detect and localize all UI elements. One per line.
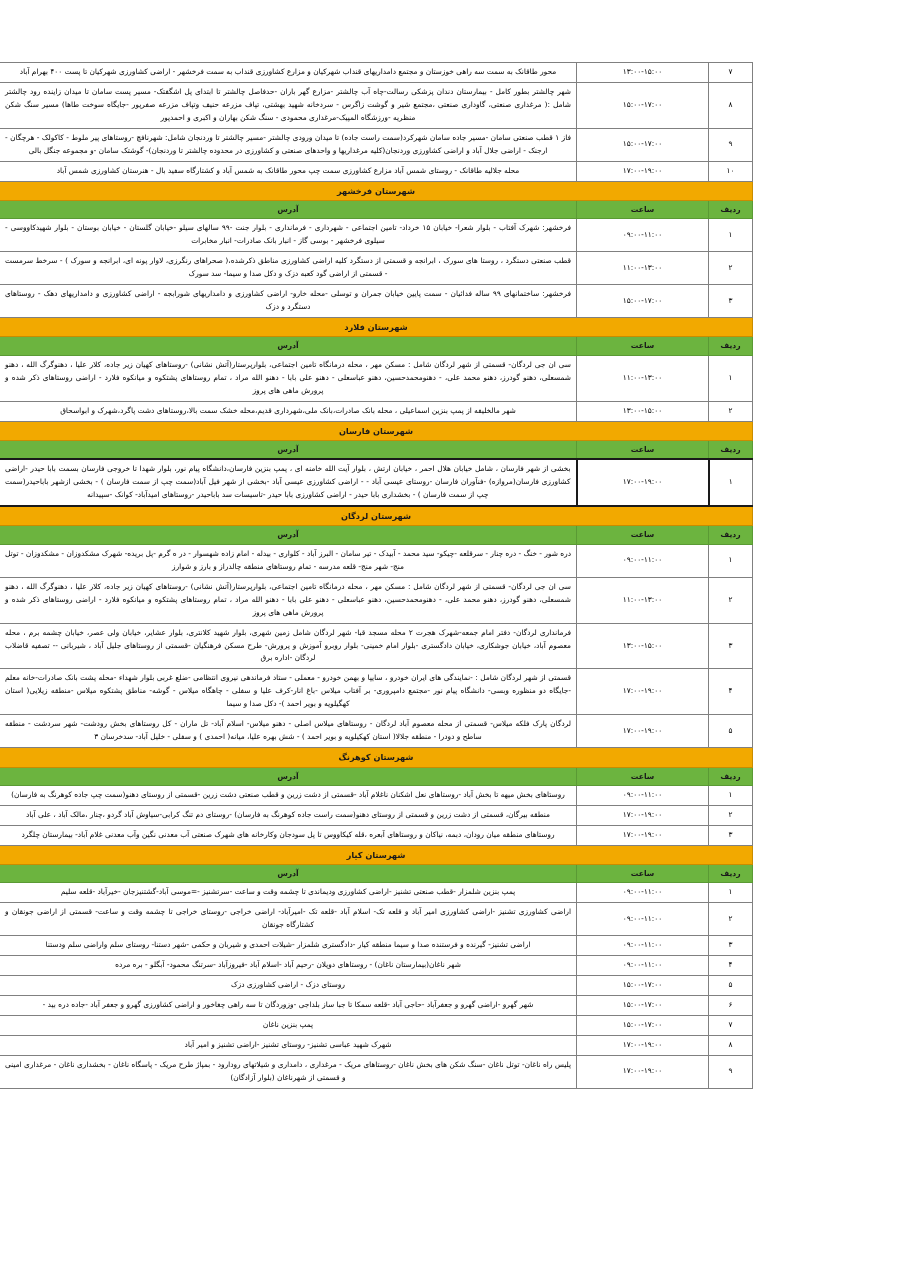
column-header-address: آدرس bbox=[0, 767, 577, 785]
table-body bbox=[0, 63, 753, 1089]
outage-time-cell: ۱۵:۰۰-۱۷:۰۰ bbox=[577, 128, 709, 161]
outage-time-cell: ۱۷:۰۰-۱۹:۰۰ bbox=[577, 1036, 709, 1056]
table-row bbox=[0, 459, 753, 506]
row-index-cell: ۳ bbox=[709, 825, 753, 845]
outage-time-cell: ۱۱:۰۰-۱۳:۰۰ bbox=[577, 252, 709, 285]
row-index-cell: ۲ bbox=[709, 903, 753, 936]
outage-time-cell: ۰۹:۰۰-۱۱:۰۰ bbox=[577, 903, 709, 936]
county-title: شهرستان کیار bbox=[0, 845, 753, 864]
table-row bbox=[0, 128, 753, 161]
row-index-cell: ۲ bbox=[709, 577, 753, 623]
outage-time-cell: ۰۹:۰۰-۱۱:۰۰ bbox=[577, 785, 709, 805]
outage-address-cell: شهر چالشتر بطور کامل - بیمارستان دندان پزشکی رسالت-چاه آب چالشتر -مزارع گهر باران -حدفاصل چالشتر تا ابتدای پل اشگفتک- مسیر پست سامان تا میدان زاینده رود چالشتر شامل :( مرغداری صنعتی، گاوداری صنعتی ،مجتمع شیر و گوشت زاگرس - سردخانه شهید بهشتی، تپاف مزرعه حنیف وتپاف مزرعه صفرپور -جایگاه سوخت طاها) مسیر سنگ شکن منظریه -ورزشگاه المپیک-مرغداری محمودی - سنگ شکن بهاران و اکبری و احمدپور bbox=[0, 82, 577, 128]
row-index-cell: ۹ bbox=[709, 1056, 753, 1089]
outage-time-cell: ۱۷:۰۰-۱۹:۰۰ bbox=[577, 459, 709, 506]
column-header-row bbox=[0, 200, 753, 218]
table-row bbox=[0, 936, 753, 956]
column-header-time: ساعت bbox=[577, 440, 709, 459]
outage-address-cell: پمپ بنزین شلمزار -قطب صنعتی تشنیز -اراضی کشاورزی ودیماندی تا چشمه وقت و ساعت -سرتشنیز -=موسی آباد-گشتنیزجان -خیرآباد -قلعه سلیم bbox=[0, 883, 577, 903]
outage-schedule-table bbox=[0, 62, 753, 1089]
outage-address-cell: بخشی از شهر فارسان ، شامل خیابان هلال احمر ، خیابان ارتش ، بلوار آیت الله خامنه ای ، پمپ بنزین فارسان،دانشگاه پیام نور، بلوار شهدا تا خروجی فارسان بسمت بابا حیدر -اراضی کشاورزی فارسان(مروازه) -فنآوران فارسان -روستای عیسی آباد - - اراضی کشاورزی عیسی آباد -بخشی از شهر فیل آباد(سمت چپ از سمت فارسان ) - بخشی ازشهر باباحیدر(سمت چپ از سمت فارسان ) - بخشداری بابا حیدر - اراضی کشاورزی بابا حیدر -تاسیسات سد باباحیدر -روستاهای امیدآباد- کوانک -سپیدانه bbox=[0, 459, 577, 506]
outage-address-cell: روستاهای بخش میهه تا بخش آباد -روستاهای نعل اشکنان ناغلام آباد -قسمتی از دشت زرین و قطب صنعتی دشت زرین -قسمتی از روستای دهنو(سمت چپ جاده کوهرنگ به فارسان) bbox=[0, 785, 577, 805]
county-banner-row bbox=[0, 506, 753, 526]
outage-address-cell: شهر ناغان(بیمارستان ناغان) - روستاهای دوپلان -رحیم آباد -اسلام آباد -فیروزآباد -سرتنگ محمود- آبگلو - بره مرده bbox=[0, 956, 577, 976]
row-index-cell: ۲ bbox=[709, 805, 753, 825]
outage-time-cell: ۰۹:۰۰-۱۱:۰۰ bbox=[577, 544, 709, 577]
column-header-row bbox=[0, 526, 753, 544]
table-row bbox=[0, 715, 753, 748]
table-row bbox=[0, 825, 753, 845]
row-index-cell: ۱ bbox=[709, 785, 753, 805]
outage-time-cell: ۱۵:۰۰-۱۷:۰۰ bbox=[577, 976, 709, 996]
row-index-cell: ۱ bbox=[709, 459, 753, 506]
table-row bbox=[0, 903, 753, 936]
table-row bbox=[0, 401, 753, 421]
outage-time-cell: ۱۵:۰۰-۱۷:۰۰ bbox=[577, 1016, 709, 1036]
row-index-cell: ۳ bbox=[709, 623, 753, 669]
row-index-cell: ۹ bbox=[709, 128, 753, 161]
outage-address-cell: فرخشهر: شهرک آفتاب - بلوار شعرا- خیابان ۱۵ خرداد- تامین اجتماعی - شهرداری - فرمانداری - بلوار جنت -۹۹ سالهای سیلو -خیابان گلستان - خیابان بوستان - بلوار شهیدکاووسی - سیلوی فرخشهر - بوسی گاز - انبار بانک صادرات- انبار مخابرات bbox=[0, 219, 577, 252]
table-row bbox=[0, 883, 753, 903]
outage-address-cell: قسمتی از شهر لردگان شامل : -نمایندگی های ایران خودرو ، سایپا و بهمن خودرو - معملی - ستاد فرماندهی نیروی انتظامی -ضلع غربی بلوار شهداء -محله پشت بانک صادرات-خانه معلم -جایگاه دو منظوره وبسی- دانشگاه پیام نور -مجتمع دامپروری- بر آفتاب میلاس -باغ انار-کرف علیا و سفلی - چاهگاه میلاس - گوشه- مناطق پشتکوه میلاس -منطقه زیلایی( استان کهگیلویه و بویر احمد )- دکل صدا و سیما bbox=[0, 669, 577, 715]
county-title: شهرستان فرخشهر bbox=[0, 181, 753, 200]
column-header-row bbox=[0, 767, 753, 785]
outage-time-cell: ۱۳:۰۰-۱۵:۰۰ bbox=[577, 401, 709, 421]
column-header-address: آدرس bbox=[0, 440, 577, 459]
row-index-cell: ۲ bbox=[709, 401, 753, 421]
outage-time-cell: ۱۵:۰۰-۱۷:۰۰ bbox=[577, 82, 709, 128]
column-header-address: آدرس bbox=[0, 200, 577, 218]
row-index-cell: ۵ bbox=[709, 715, 753, 748]
table-row bbox=[0, 996, 753, 1016]
column-header-time: ساعت bbox=[577, 865, 709, 883]
table-row bbox=[0, 1056, 753, 1089]
outage-address-cell: روستاهای منطقه میان رودان، دبمه، نیاکان و روستاهای آبعره ،قله کیکاووس تا پل سودجان وکارخانه های شهرک صنعتی آب معدنی نگین وآب معدنی غلام آباد- بیمارستان چلگرد bbox=[0, 825, 577, 845]
outage-address-cell: محور طاقانک به سمت سه راهی خوزستان و مجتمع دامداریهای قنداب شهرکیان و مزارع کشاورزی قنداب به سمت فرخشهر - اراضی کشاورزی شهرکیان تا پست ۴۰۰ بهرام آباد bbox=[0, 63, 577, 83]
county-banner-row bbox=[0, 845, 753, 864]
outage-time-cell: ۱۷:۰۰-۱۹:۰۰ bbox=[577, 669, 709, 715]
row-index-cell: ۱ bbox=[709, 544, 753, 577]
row-index-cell: ۶ bbox=[709, 996, 753, 1016]
outage-address-cell: شهرک شهید عباسی تشنیز- روستای تشنیز -اراضی تشنیز و امیر آباد bbox=[0, 1036, 577, 1056]
table-row bbox=[0, 785, 753, 805]
outage-time-cell: ۱۷:۰۰-۱۹:۰۰ bbox=[577, 825, 709, 845]
county-title: شهرستان فلارد bbox=[0, 318, 753, 337]
table-row bbox=[0, 669, 753, 715]
outage-time-cell: ۱۱:۰۰-۱۳:۰۰ bbox=[577, 355, 709, 401]
column-header-index: ردیف bbox=[709, 767, 753, 785]
outage-time-cell: ۰۹:۰۰-۱۱:۰۰ bbox=[577, 883, 709, 903]
outage-address-cell: منطقه بیرگان، قسمتی از دشت زرین و قسمتی از روستای دهنو(سمت راست جاده کوهرنگ به فارسان) -روستای دم تنگ کرابی-سیاوش آباد گردو ،چنار ،مالک آباد ، علی آباد bbox=[0, 805, 577, 825]
county-banner-row bbox=[0, 181, 753, 200]
outage-address-cell: لردگان پارک فلکه میلاس- قسمتی از محله معصوم آباد لردگان - روستاهای میلاس اصلی - دهنو میلاس- اسلام آباد- تل ماران - کل روستاهای بخش رودشت- شهر سردشت - منطقه ساطح و دودرا - منطقه جلالا( استان کهکیلویه و بویر احمد ) - شش بهره علیا، میانه( احمدی ) و سفلی - خلیل آباد- سدخرسان ۳ bbox=[0, 715, 577, 748]
table-row bbox=[0, 82, 753, 128]
outage-time-cell: ۱۷:۰۰-۱۹:۰۰ bbox=[577, 161, 709, 181]
outage-address-cell: پمپ بنزین ناغان bbox=[0, 1016, 577, 1036]
row-index-cell: ۷ bbox=[709, 1016, 753, 1036]
table-row bbox=[0, 1016, 753, 1036]
column-header-row bbox=[0, 440, 753, 459]
outage-address-cell: فرمانداری لردگان- دفتر امام جمعه-شهرک هجرت ۲ محله مسجد قبا- شهر لردگان شامل زمین شهری، بلوار شهید کلانتری، بلوار عشایر، خیابان ولی عصر، خیابان چشمه برم ، محله معصوم آباد، خیابان جوشکاری، خیابان دادگستری -بلوار امام خمینی- بلوار روبرو آموزش و پرورش- طرح مسکن فرهنگیان -قسمتی از روستاهای جلیل آباد ، شیربانی -- تصفیه قاضلاب لردگان -اداره برق bbox=[0, 623, 577, 669]
outage-time-cell: ۱۳:۰۰-۱۵:۰۰ bbox=[577, 63, 709, 83]
outage-address-cell: پلیس راه ناغان- توتل ناغان -سنگ شکن های بخش ناغان -روستاهای مریک - مرغداری ، دامداری و شیلاتهای رودارود - بمپاژ طرح مریک - پاسگاه ناغان - بخشداری ناغان - مرغداری امینی و قسمتی از شهرناغان (بلوار آزادگان) bbox=[0, 1056, 577, 1089]
outage-address-cell: فرخشهر: ساختمانهای ۹۹ ساله فدائیان - سمت پایین خیابان جمران و توسلی -محله خارو- اراضی کشاورزی و دامداریهای شورابجه - اراضی کشاورزی و دامداریهای دهک - روستاهای دستگرد و دزک bbox=[0, 285, 577, 318]
outage-address-cell: سی ان جی لردگان- قسمتی از شهر لردگان شامل : مسکن مهر ، محله درمانگاه تامین اجتماعی، بلوارپرستار(آتش نشانی) -روستاهای کهیان زیر جاده، کلار علیا ، دهنوگرگ الله ، دهنو شمسعلی، دهنو گودرز، دهنو محمد علی، - دهنومحمدحسین، دهنو عباسعلی - دهنو علی بابا - دهنو الله مراد ، تمام روستاهای پشتکوه و میانکوه فلارد - اراضی روستاهای ذکر شده و پرورش ماهی های پروز bbox=[0, 577, 577, 623]
row-index-cell: ۵ bbox=[709, 976, 753, 996]
table-row bbox=[0, 623, 753, 669]
outage-address-cell: فاز ۱ قطب صنعتی سامان -مسیر جاده سامان شهرکرد(سمت راست جاده) تا میدان ورودی چالشتر -مسیر چالشتر تا وردنجان شامل: شهرنافچ -روستاهای پیر ملوط - کاکولک - هرچگان - ارجنک - اراضی جلال آباد و اراضی کشاورزی وردنجان(کلیه مرغداریها و واحدهای صنعتی و کشاورزی در محدوده چالشتر تا وردنجان)- گوشتک سامان -و مجموعه جنگل بالی bbox=[0, 128, 577, 161]
table-row bbox=[0, 976, 753, 996]
row-index-cell: ۸ bbox=[709, 1036, 753, 1056]
outage-address-cell: اراضی تشنیز- گیرنده و فرستنده صدا و سیما منطقه کیار -دادگستری شلمزار -شیلات احمدی و شیربان و حکمی -شهر دستنا- روستای سلم واراضی سلم ودستنا bbox=[0, 936, 577, 956]
county-banner-row bbox=[0, 421, 753, 440]
outage-address-cell: قطب صنعتی دستگرد ، روستا های سورک ، ابرانجه و قسمتی از دستگرد کلیه اراضی کشاورزی مناطق ذکرشده،( صحراهای رنگرزی، لاوار پونه ای، ابرانجه و سورک ) - سرخط سرمست - قسمتی از اراضی گود کعبه دزک و دکل صدا و سیما- سد سورک bbox=[0, 252, 577, 285]
row-index-cell: ۱ bbox=[709, 355, 753, 401]
table-row bbox=[0, 355, 753, 401]
column-header-address: آدرس bbox=[0, 337, 577, 355]
table-row bbox=[0, 544, 753, 577]
column-header-address: آدرس bbox=[0, 526, 577, 544]
column-header-index: ردیف bbox=[709, 200, 753, 218]
row-index-cell: ۳ bbox=[709, 285, 753, 318]
column-header-time: ساعت bbox=[577, 767, 709, 785]
column-header-index: ردیف bbox=[709, 337, 753, 355]
column-header-index: ردیف bbox=[709, 526, 753, 544]
outage-time-cell: ۰۹:۰۰-۱۱:۰۰ bbox=[577, 936, 709, 956]
county-banner-row bbox=[0, 318, 753, 337]
county-title: شهرستان فارسان bbox=[0, 421, 753, 440]
table-row bbox=[0, 805, 753, 825]
table-row bbox=[0, 577, 753, 623]
column-header-time: ساعت bbox=[577, 200, 709, 218]
county-title: شهرستان کوهرنگ bbox=[0, 748, 753, 767]
table-row bbox=[0, 161, 753, 181]
county-banner-row bbox=[0, 748, 753, 767]
row-index-cell: ۱ bbox=[709, 219, 753, 252]
row-index-cell: ۱۰ bbox=[709, 161, 753, 181]
outage-address-cell: سی ان جی لردگان- قسمتی از شهر لردگان شامل : مسکن مهر ، محله درمانگاه تامین اجتماعی، بلوارپرستار(آتش نشانی) -روستاهای کهیان زیر جاده، کلار علیا ، دهنوگرگ الله ، دهنو شمسعلی، دهنو گودرز، دهنو محمد علی، - دهنومحمدحسین، دهنو عباسعلی - دهنو علی بابا - دهنو الله مراد ، تمام روستاهای پشتکوه و میانکوه فلارد - اراضی روستاهای ذکر شده و پرورش ماهی های پروز bbox=[0, 355, 577, 401]
column-header-index: ردیف bbox=[709, 440, 753, 459]
outage-time-cell: ۰۹:۰۰-۱۱:۰۰ bbox=[577, 219, 709, 252]
row-index-cell: ۱ bbox=[709, 883, 753, 903]
outage-time-cell: ۱۳:۰۰-۱۵:۰۰ bbox=[577, 623, 709, 669]
row-index-cell: ۴ bbox=[709, 956, 753, 976]
outage-address-cell: محله جلالیه طاقانک - روستای شمس آباد مزارع کشاورزی سمت چپ محور طاقانک به شمس آباد و کشتارگاه سفید بال - هنرستان کشاورزی شمس آباد bbox=[0, 161, 577, 181]
table-row bbox=[0, 1036, 753, 1056]
column-header-index: ردیف bbox=[709, 865, 753, 883]
outage-address-cell: شهر مالخلیفه از پمپ بنزین اسماعیلی ، محله بانک صادرات،بانک ملی،شهرداری قدیم،محله خشک سمت بالا،روستاهای دشت پاگرد،شهرک و ابواسحاق bbox=[0, 401, 577, 421]
row-index-cell: ۷ bbox=[709, 63, 753, 83]
outage-time-cell: ۱۷:۰۰-۱۹:۰۰ bbox=[577, 715, 709, 748]
table-row bbox=[0, 956, 753, 976]
outage-time-cell: ۰۹:۰۰-۱۱:۰۰ bbox=[577, 956, 709, 976]
outage-time-cell: ۱۵:۰۰-۱۷:۰۰ bbox=[577, 996, 709, 1016]
column-header-address: آدرس bbox=[0, 865, 577, 883]
column-header-row bbox=[0, 865, 753, 883]
row-index-cell: ۲ bbox=[709, 252, 753, 285]
outage-time-cell: ۱۷:۰۰-۱۹:۰۰ bbox=[577, 805, 709, 825]
row-index-cell: ۴ bbox=[709, 669, 753, 715]
county-title: شهرستان لردگان bbox=[0, 506, 753, 526]
column-header-time: ساعت bbox=[577, 337, 709, 355]
table-row bbox=[0, 219, 753, 252]
outage-address-cell: اراضی کشاورزی تشنیز -اراضی کشاورزی امیر آباد و قلعه تک- اسلام آباد -قلعه تک -امیرآباد- اراضی خراجی -روستای خراجی تا چشمه وقت و ساعت- قسمتی از اراضی جونقان و کشتارگاه جونقان bbox=[0, 903, 577, 936]
outage-time-cell: ۱۷:۰۰-۱۹:۰۰ bbox=[577, 1056, 709, 1089]
table-row bbox=[0, 252, 753, 285]
column-header-row bbox=[0, 337, 753, 355]
outage-address-cell: شهر گهرو -اراضی گهرو و جعفرآباد -حاجی آباد -قلعه سمکا تا جبا ساز بلداجی -وزوردگان تا سه راهی چغاخور و اراضی کشاورزی گهرو و جعفر آباد -جاده دره بید - bbox=[0, 996, 577, 1016]
outage-time-cell: ۱۵:۰۰-۱۷:۰۰ bbox=[577, 285, 709, 318]
table-row bbox=[0, 285, 753, 318]
table-row bbox=[0, 63, 753, 83]
row-index-cell: ۸ bbox=[709, 82, 753, 128]
outage-address-cell: دره شور - خنگ - دره چنار - سرقلعه -چیکو- سید محمد - آبیدک - تیر سامان - البرز آباد - کلواری - بیدله - امام زاده شهسوار - در ه گرم -پل بریده- شهرک مشکدوزان - مشکدوزان - توتل منج- شهر منج- قلعه مدرسه - تمام روستاهای منطقه چالدراز و بارز و شوارز bbox=[0, 544, 577, 577]
outage-time-cell: ۱۱:۰۰-۱۳:۰۰ bbox=[577, 577, 709, 623]
row-index-cell: ۳ bbox=[709, 936, 753, 956]
outage-address-cell: روستای دزک - اراضی کشاورزی دزک bbox=[0, 976, 577, 996]
column-header-time: ساعت bbox=[577, 526, 709, 544]
